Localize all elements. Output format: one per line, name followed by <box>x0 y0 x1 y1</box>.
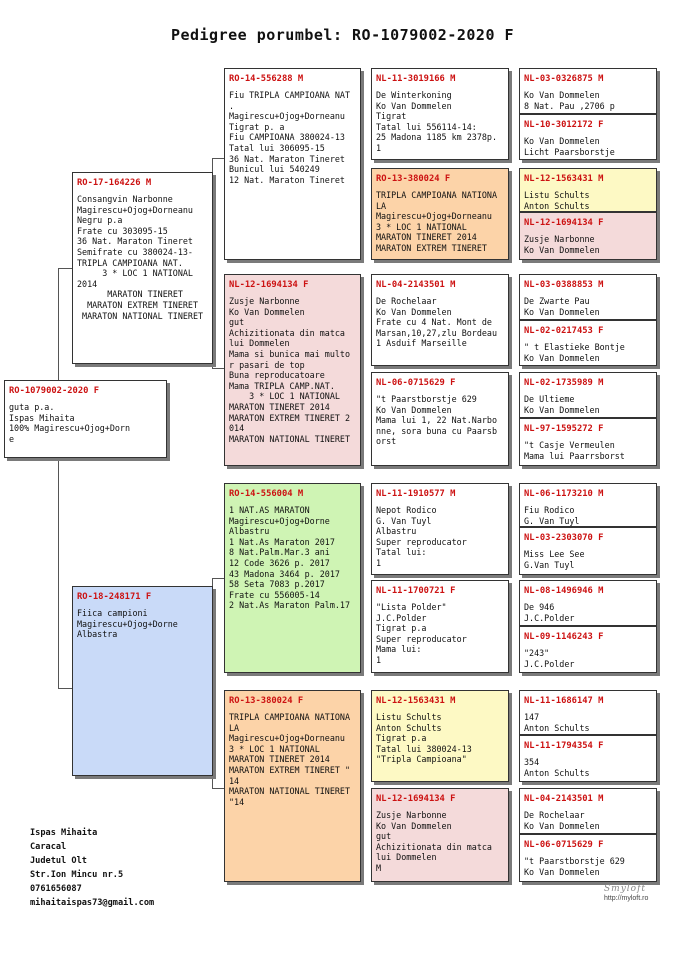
ring-number: RO-14-556288 M <box>229 74 304 84</box>
pedigree-card[interactable] <box>519 418 657 466</box>
ring-number: NL-11-1910577 M <box>376 489 456 499</box>
pedigree-card[interactable] <box>519 372 657 418</box>
ring-number: RO-14-556004 M <box>229 489 304 499</box>
ring-number: NL-02-0217453 F <box>524 326 604 336</box>
pigeon-notes: "t Paarstborstje 629 Ko Van Dommelen <box>524 856 625 877</box>
owner-name: Ispas Mihaita <box>30 828 98 838</box>
pedigree-card[interactable] <box>519 483 657 527</box>
connector-line <box>212 578 224 579</box>
pedigree-card[interactable] <box>519 114 657 160</box>
pedigree-card[interactable] <box>371 580 509 673</box>
ring-number: NL-06-0715629 F <box>524 840 604 850</box>
ring-number: RO-13-380024 F <box>376 174 451 184</box>
pedigree-card[interactable] <box>72 172 213 364</box>
pigeon-notes: De Rochelaar Ko Van Dommelen <box>524 810 600 831</box>
pigeon-notes: Listu Schults Anton Schults Tigrat p.a Tatal lui 380024-13 "Tripla Campioana" <box>376 712 472 765</box>
pedigree-card[interactable] <box>371 274 509 366</box>
ring-number: NL-04-2143501 M <box>524 794 604 804</box>
connector-line <box>58 268 59 688</box>
pigeon-notes: 1 NAT.AS MARATON Magirescu+Ojog+Dorne Albastru 1 Nat.As Maraton 2017 8 Nat.Palm.Mar.3 ani 12 Code 3626 p. 2017 43 Madona 3464 p. 2017 58 Seta 7083 p.2017 Frate cu 556005-14 2 Nat.As Maraton Palm.17 <box>229 505 351 611</box>
ring-number: NL-06-1173210 M <box>524 489 604 499</box>
logo-url[interactable]: http://myloft.ro <box>604 895 649 902</box>
pigeon-notes: "243" J.C.Polder <box>524 648 575 669</box>
ring-number: NL-11-1686147 M <box>524 696 604 706</box>
pigeon-notes: Listu Schults Anton Schults <box>524 190 590 211</box>
pigeon-notes: De Ultieme Ko Van Dommelen <box>524 394 600 415</box>
pigeon-notes: De 946 J.C.Polder <box>524 602 575 623</box>
pigeon-notes: De Rochelaar Ko Van Dommelen Frate cu 4 Nat. Mont de Marsan,10,27,zlu Bordeau 1 Asduif Marseille <box>376 296 498 349</box>
ring-number: NL-08-1496946 M <box>524 586 604 596</box>
ring-number: NL-03-0326875 M <box>524 74 604 84</box>
ring-number: NL-03-0388853 M <box>524 280 604 290</box>
ring-number: NL-03-2303070 F <box>524 533 604 543</box>
pigeon-notes: Zusje Narbonne Ko Van Dommelen gut Achizitionata din matca lui Dommelen Mama si bunica mai multo r pasari de top Buna reproducatoare Mama TRIPLA CAMP.NAT. 3 * LOC 1 NATIONAL MARATON TINERET 2014 MARATON EXTREM TINERET 2 014 MARATON NATIONAL TINERET <box>229 296 351 444</box>
pedigree-card[interactable] <box>519 168 657 212</box>
pigeon-notes: "t Casje Vermeulen Mama lui Paarrsborst <box>524 440 625 461</box>
pedigree-card[interactable] <box>519 527 657 575</box>
ring-number: NL-12-1694134 F <box>376 794 456 804</box>
ring-number: NL-04-2143501 M <box>376 280 456 290</box>
pedigree-card[interactable] <box>224 690 361 882</box>
pigeon-notes: " t Elastieke Bontje Ko Van Dommelen <box>524 342 625 363</box>
pigeon-notes: Fiu TRIPLA CAMPIOANA NAT . Magirescu+Ojog+Dorneanu Tigrat p. a Fiu CAMPIOANA 380024-13 Tatal lui 306095-15 36 Nat. Maraton Tineret Bunicul lui 540249 12 Nat. Maraton Tineret <box>229 90 351 185</box>
connector-line <box>212 368 224 369</box>
pedigree-card[interactable] <box>519 626 657 673</box>
pedigree-card[interactable] <box>519 212 657 260</box>
pigeon-notes: Nepot Rodico G. Van Tuyl Albastru Super reproducator Tatal lui: 1 <box>376 505 467 568</box>
pedigree-card[interactable] <box>224 68 361 260</box>
ring-number: NL-12-1694134 F <box>229 280 309 290</box>
ring-number: RO-1079002-2020 F <box>9 386 100 396</box>
pigeon-notes: Ko Van Dommelen 8 Nat. Pau ,2706 p <box>524 90 615 111</box>
owner-street: Str.Ion Mincu nr.5 <box>30 870 124 880</box>
pigeon-notes: Fiica campioni Magirescu+Ojog+Dorne Albastra <box>77 608 178 640</box>
owner-city: Caracal <box>30 842 67 852</box>
pigeon-notes: 147 Anton Schults <box>524 712 590 733</box>
pedigree-card[interactable] <box>371 372 509 466</box>
ring-number: NL-02-1735989 M <box>524 378 604 388</box>
pedigree-card[interactable] <box>519 834 657 882</box>
pigeon-notes: 354 Anton Schults <box>524 757 590 778</box>
ring-number: NL-12-1563431 M <box>524 174 604 184</box>
ring-number: RO-18-248171 F <box>77 592 152 602</box>
ring-number: NL-12-1563431 M <box>376 696 456 706</box>
pedigree-card[interactable] <box>519 690 657 735</box>
page-title: Pedigree porumbel: RO-1079002-2020 F <box>170 26 515 44</box>
pedigree-card[interactable] <box>371 168 509 260</box>
logo-signature: Smyloft <box>604 884 647 894</box>
pedigree-card[interactable] <box>224 274 361 466</box>
owner-phone: 0761656087 <box>30 884 82 894</box>
pedigree-card[interactable] <box>371 68 509 160</box>
ring-number: NL-11-3019166 M <box>376 74 456 84</box>
pedigree-card[interactable] <box>519 580 657 626</box>
ring-number: NL-97-1595272 F <box>524 424 604 434</box>
pedigree-card[interactable] <box>224 483 361 673</box>
pigeon-notes: "Lista Polder" J.C.Polder Tigrat p.a Super reproducator Mama lui: 1 <box>376 602 467 665</box>
pigeon-notes: TRIPLA CAMPIOANA NATIONA LA Magirescu+Ojog+Dorneanu 3 * LOC 1 NATIONAL MARATON TINERET 2014 MARATON EXTREM TINERET <box>376 190 498 253</box>
pedigree-card[interactable] <box>519 735 657 782</box>
pedigree-card[interactable] <box>4 380 167 458</box>
pigeon-notes: Consangvin Narbonne Magirescu+Ojog+Dorneanu Negru p.a Frate cu 303095-15 36 Nat. Maraton Tineret Semifrate cu 380024-13- TRIPLA CAMPIOANA NAT. 3 * LOC 1 NATIONAL 2014 MARATON TINERET MARATON EXTREM TINERET MARATON NATIONAL TINERET <box>77 194 204 321</box>
connector-line <box>58 688 72 689</box>
owner-email[interactable]: mihaitaispas73@gmail.com <box>30 898 155 908</box>
pedigree-card[interactable] <box>519 788 657 834</box>
ring-number: RO-17-164226 M <box>77 178 152 188</box>
pedigree-card[interactable] <box>371 690 509 782</box>
pigeon-notes: Fiu Rodico G. Van Tuyl <box>524 505 580 526</box>
pigeon-notes: Zusje Narbonne Ko Van Dommelen gut Achizitionata din matca lui Dommelen M <box>376 810 492 873</box>
ring-number: NL-12-1694134 F <box>524 218 604 228</box>
pigeon-notes: De Winterkoning Ko Van Dommelen Tigrat Tatal lui 556114-14: 25 Madona 1185 km 2378p. 1 <box>376 90 498 153</box>
connector-line <box>212 158 224 159</box>
pedigree-card[interactable] <box>371 788 509 882</box>
myloft-logo <box>604 884 656 902</box>
pigeon-notes: "t Paarstborstje 629 Ko Van Dommelen Mama lui 1, 22 Nat.Narbo nne, sora buna cu Paarsb orst <box>376 394 498 447</box>
ring-number: NL-11-1794354 F <box>524 741 604 751</box>
pigeon-notes: De Zwarte Pau Ko Van Dommelen <box>524 296 600 317</box>
owner-info <box>30 826 154 910</box>
pigeon-notes: Ko Van Dommelen Licht Paarsborstje <box>524 136 615 157</box>
pigeon-notes: guta p.a. Ispas Mihaita 100% Magirescu+Ojog+Dorn e <box>9 402 131 444</box>
ring-number: RO-13-380024 F <box>229 696 304 706</box>
owner-county: Judetul Olt <box>30 856 87 866</box>
pedigree-card[interactable] <box>519 320 657 366</box>
pedigree-card[interactable] <box>519 68 657 114</box>
ring-number: NL-06-0715629 F <box>376 378 456 388</box>
pedigree-card[interactable] <box>72 586 213 776</box>
connector-line <box>212 788 224 789</box>
pedigree-card[interactable] <box>371 483 509 575</box>
pigeon-notes: Zusje Narbonne Ko Van Dommelen <box>524 234 600 255</box>
connector-line <box>58 268 72 269</box>
pigeon-notes: TRIPLA CAMPIOANA NATIONA LA Magirescu+Ojog+Dorneanu 3 * LOC 1 NATIONAL MARATON TINERET 2014 MARATON EXTREM TINERET " 14 MARATON NATIONAL TINERET "14 <box>229 712 351 807</box>
ring-number: NL-11-1700721 F <box>376 586 456 596</box>
ring-number: NL-09-1146243 F <box>524 632 604 642</box>
pigeon-notes: Miss Lee See G.Van Tuyl <box>524 549 585 570</box>
ring-number: NL-10-3012172 F <box>524 120 604 130</box>
pedigree-card[interactable] <box>519 274 657 320</box>
